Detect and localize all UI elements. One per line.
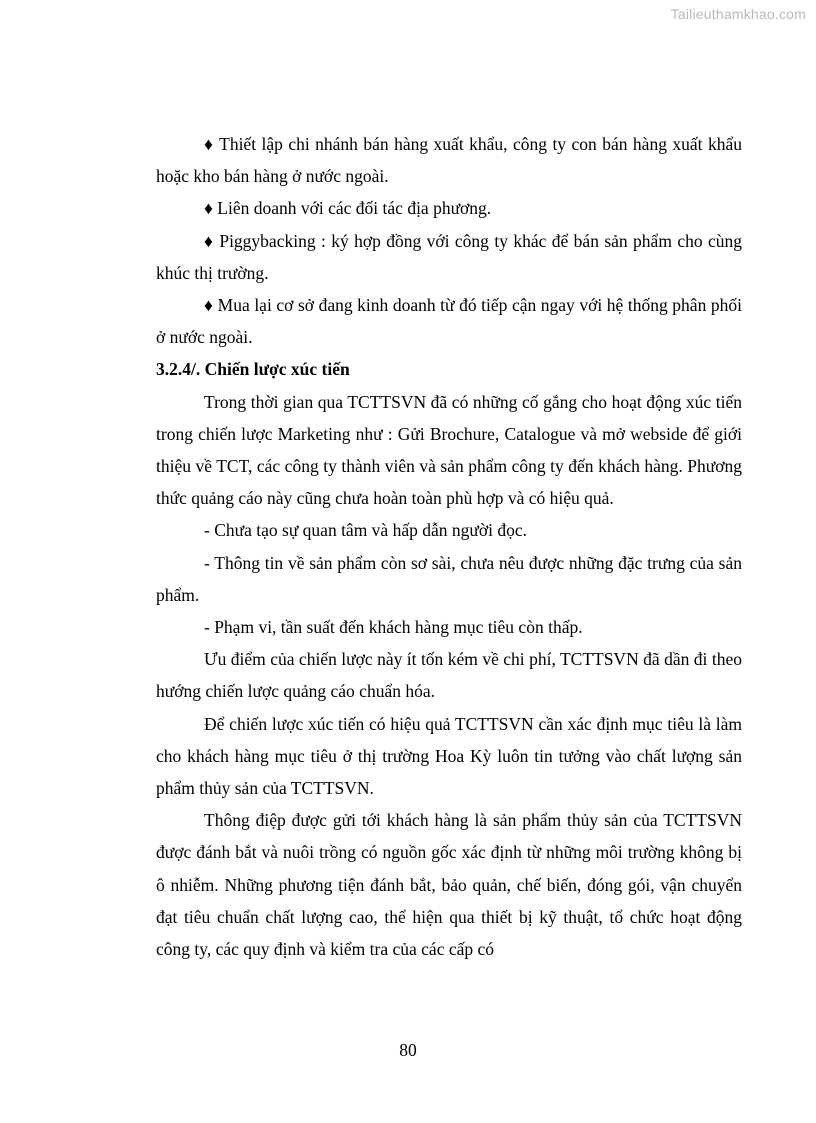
dash-item: - Phạm vi, tần suất đến khách hàng mục tiêu còn thấp. <box>204 617 583 638</box>
dash-item: - Thông tin về sản phẩm còn sơ sài, chưa nêu được những đặc trưng của sản phẩm. <box>156 552 742 605</box>
document-body <box>156 128 742 965</box>
body-paragraph: Ưu điểm của chiến lược này ít tốn kém về chi phí, TCTTSVN đã dần đi theo hướng chiến lược quảng cáo chuẩn hóa. <box>156 649 742 702</box>
bullet-paragraph-joint-venture: ♦ Liên doanh với các đối tác địa phương. <box>204 198 492 219</box>
body-paragraph: Để chiến lược xúc tiến có hiệu quả TCTTSVN cần xác định mục tiêu là làm cho khách hàng mục tiêu ở thị trường Hoa Kỳ luôn tin tưởng vào chất lượng sản phẩm thủy sản của TCTTSVN. <box>156 713 742 799</box>
watermark: Tailieuthamkhao.com <box>670 6 806 22</box>
body-paragraph: Thông điệp được gửi tới khách hàng là sản phẩm thủy sản của TCTTSVN được đánh bắt và nuôi trồng có nguồn gốc xác định từ những môi trường không bị ô nhiễm. Những phương tiện đánh bắt, bảo quản, chế biến, đóng gói, vận chuyển đạt tiêu chuẩn chất lượng cao, thể hiện qua thiết bị kỹ thuật, tổ chức hoạt động công ty, các quy định và kiểm tra của các cấp có <box>156 810 742 960</box>
page-number: 80 <box>399 1040 417 1060</box>
section-heading: 3.2.4/. Chiến lược xúc tiến <box>156 359 350 380</box>
bullet-paragraph-branch: ♦ Thiết lập chi nhánh bán hàng xuất khẩu, công ty con bán hàng xuất khẩu hoặc kho bán hàng ở nước ngoài. <box>156 134 742 187</box>
bullet-paragraph-piggybacking: ♦ Piggybacking : ký hợp đồng với công ty khác để bán sản phẩm cho cùng khúc thị trường. <box>156 230 742 283</box>
bullet-paragraph-acquisition: ♦ Mua lại cơ sở đang kinh doanh từ đó tiếp cận ngay với hệ thống phân phối ở nước ngoài. <box>156 295 742 348</box>
body-paragraph: Trong thời gian qua TCTTSVN đã có những cố gắng cho hoạt động xúc tiến trong chiến lược Marketing như : Gửi Brochure, Catalogue và mở webside để giới thiệu về TCT, các công ty thành viên và sản phẩm công ty đến khách hàng. Phương thức quảng cáo này cũng chưa hoàn toàn phù hợp và có hiệu quả. <box>156 391 742 509</box>
dash-item: - Chưa tạo sự quan tâm và hấp dẫn người đọc. <box>204 520 527 541</box>
